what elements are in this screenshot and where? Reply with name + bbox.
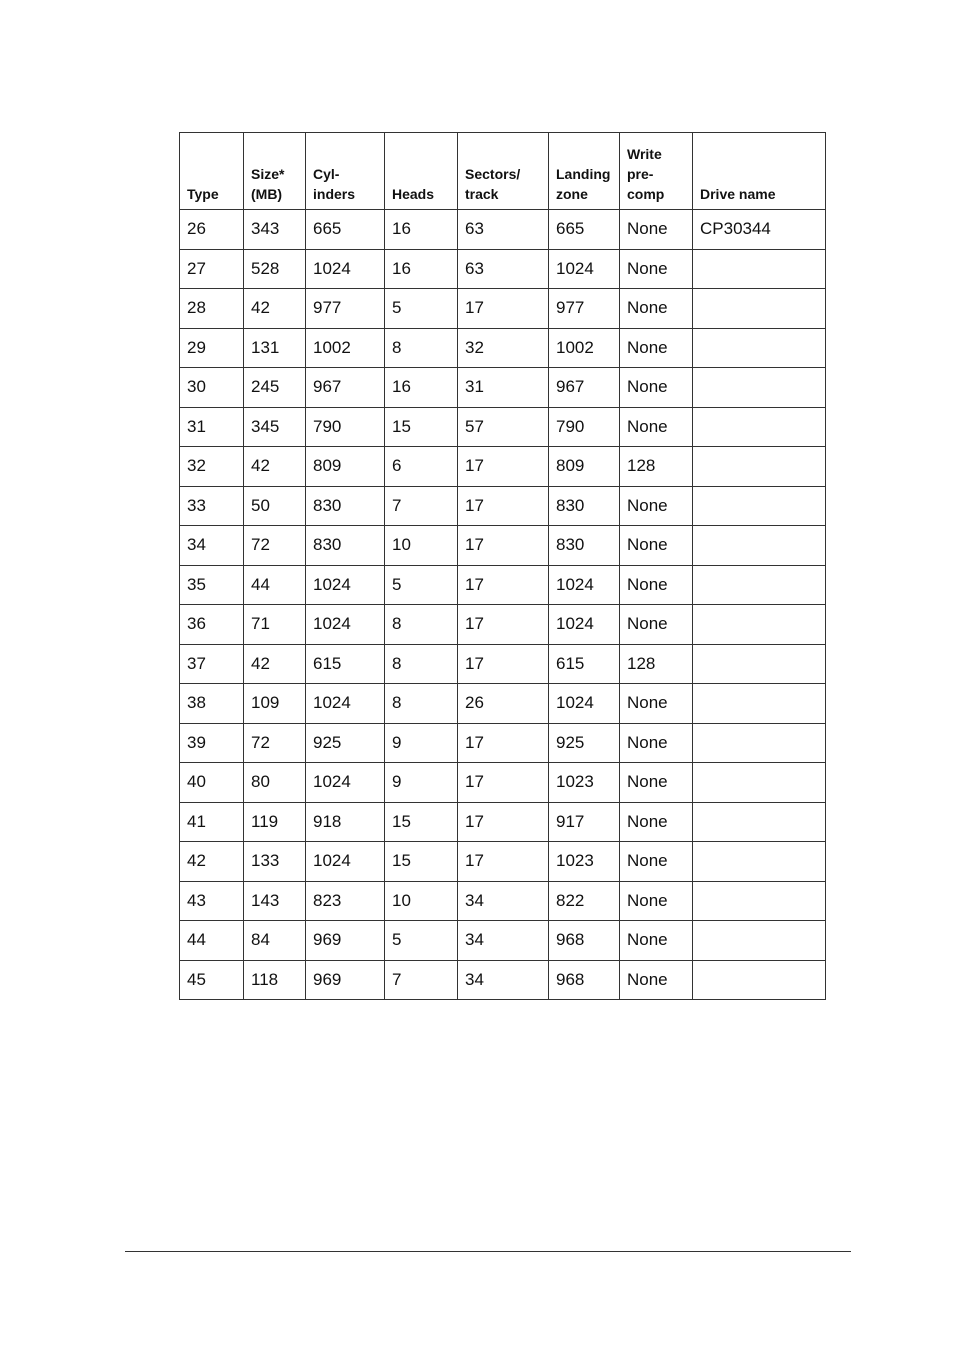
table-cell-write-precomp: None — [620, 960, 693, 1000]
table-cell-cylinders: 830 — [306, 526, 385, 566]
table-cell-landing-zone: 1024 — [549, 605, 620, 645]
table-cell-cylinders: 918 — [306, 802, 385, 842]
column-header-size-mb: Size* (MB) — [244, 133, 306, 210]
table-cell-drive-name — [693, 486, 826, 526]
table-row — [180, 723, 826, 763]
table-cell-heads: 5 — [385, 921, 458, 961]
table-cell-size-mb: 109 — [244, 684, 306, 724]
table-header-row — [180, 133, 826, 210]
drive-type-table — [179, 132, 826, 1000]
table-cell-heads: 8 — [385, 684, 458, 724]
table-cell-type: 30 — [180, 368, 244, 408]
table-cell-drive-name — [693, 802, 826, 842]
table-row — [180, 249, 826, 289]
table-cell-heads: 5 — [385, 565, 458, 605]
table-cell-cylinders: 665 — [306, 210, 385, 250]
table-cell-sectors-per-track: 17 — [458, 526, 549, 566]
table-cell-heads: 8 — [385, 328, 458, 368]
table-row — [180, 486, 826, 526]
table-cell-size-mb: 50 — [244, 486, 306, 526]
table-cell-drive-name — [693, 605, 826, 645]
table-cell-type: 42 — [180, 842, 244, 882]
table-cell-sectors-per-track: 17 — [458, 842, 549, 882]
table-cell-drive-name — [693, 960, 826, 1000]
table-cell-landing-zone: 925 — [549, 723, 620, 763]
table-cell-type: 38 — [180, 684, 244, 724]
table-cell-cylinders: 615 — [306, 644, 385, 684]
table-cell-sectors-per-track: 34 — [458, 881, 549, 921]
table-cell-heads: 9 — [385, 763, 458, 803]
table-cell-size-mb: 528 — [244, 249, 306, 289]
table-cell-heads: 8 — [385, 644, 458, 684]
table-cell-type: 39 — [180, 723, 244, 763]
table-row — [180, 644, 826, 684]
table-cell-size-mb: 345 — [244, 407, 306, 447]
table-cell-cylinders: 967 — [306, 368, 385, 408]
table-cell-sectors-per-track: 17 — [458, 289, 549, 329]
table-cell-type: 26 — [180, 210, 244, 250]
table-cell-size-mb: 133 — [244, 842, 306, 882]
table-cell-cylinders: 823 — [306, 881, 385, 921]
table-cell-cylinders: 1024 — [306, 684, 385, 724]
table-cell-drive-name — [693, 842, 826, 882]
table-cell-type: 44 — [180, 921, 244, 961]
table-row — [180, 565, 826, 605]
table-cell-drive-name — [693, 565, 826, 605]
table-cell-write-precomp: None — [620, 565, 693, 605]
table-cell-heads: 7 — [385, 486, 458, 526]
table-cell-cylinders: 1024 — [306, 842, 385, 882]
table-cell-landing-zone: 1023 — [549, 842, 620, 882]
table-cell-cylinders: 790 — [306, 407, 385, 447]
table-cell-size-mb: 343 — [244, 210, 306, 250]
table-cell-type: 41 — [180, 802, 244, 842]
table-cell-size-mb: 71 — [244, 605, 306, 645]
table-cell-sectors-per-track: 17 — [458, 763, 549, 803]
table-cell-write-precomp: None — [620, 486, 693, 526]
table-cell-sectors-per-track: 63 — [458, 210, 549, 250]
table-cell-landing-zone: 1024 — [549, 684, 620, 724]
table-cell-sectors-per-track: 17 — [458, 644, 549, 684]
column-header-type: Type — [180, 133, 244, 210]
table-cell-heads: 16 — [385, 368, 458, 408]
table-cell-sectors-per-track: 17 — [458, 723, 549, 763]
table-row — [180, 526, 826, 566]
column-header-landing-zone: Landing zone — [549, 133, 620, 210]
table-row — [180, 763, 826, 803]
table-cell-drive-name — [693, 881, 826, 921]
table-cell-write-precomp: None — [620, 526, 693, 566]
table-cell-sectors-per-track: 31 — [458, 368, 549, 408]
table-cell-drive-name — [693, 723, 826, 763]
table-cell-type: 43 — [180, 881, 244, 921]
table-cell-cylinders: 830 — [306, 486, 385, 526]
table-cell-type: 34 — [180, 526, 244, 566]
table-cell-landing-zone: 967 — [549, 368, 620, 408]
table-cell-size-mb: 44 — [244, 565, 306, 605]
table-cell-type: 32 — [180, 447, 244, 487]
table-cell-cylinders: 1024 — [306, 605, 385, 645]
table-cell-sectors-per-track: 17 — [458, 802, 549, 842]
table-cell-write-precomp: None — [620, 328, 693, 368]
table-cell-landing-zone: 790 — [549, 407, 620, 447]
table-cell-cylinders: 969 — [306, 960, 385, 1000]
footer-divider — [125, 1251, 851, 1252]
table-cell-drive-name — [693, 328, 826, 368]
table-cell-size-mb: 131 — [244, 328, 306, 368]
table-cell-landing-zone: 822 — [549, 881, 620, 921]
table-cell-type: 36 — [180, 605, 244, 645]
table-cell-cylinders: 809 — [306, 447, 385, 487]
table-cell-cylinders: 925 — [306, 723, 385, 763]
table-cell-write-precomp: None — [620, 723, 693, 763]
table-cell-type: 40 — [180, 763, 244, 803]
table-cell-write-precomp: None — [620, 249, 693, 289]
table-row — [180, 960, 826, 1000]
table-cell-landing-zone: 665 — [549, 210, 620, 250]
table-cell-heads: 6 — [385, 447, 458, 487]
table-cell-drive-name — [693, 407, 826, 447]
table-cell-landing-zone: 615 — [549, 644, 620, 684]
table-cell-sectors-per-track: 34 — [458, 960, 549, 1000]
table-cell-drive-name — [693, 763, 826, 803]
table-cell-size-mb: 72 — [244, 723, 306, 763]
table-cell-write-precomp: None — [620, 802, 693, 842]
column-header-sectors-per-track: Sectors/ track — [458, 133, 549, 210]
table-cell-drive-name — [693, 921, 826, 961]
table-cell-type: 28 — [180, 289, 244, 329]
table-cell-heads: 8 — [385, 605, 458, 645]
table-cell-sectors-per-track: 17 — [458, 605, 549, 645]
table-cell-write-precomp: None — [620, 407, 693, 447]
table-cell-heads: 10 — [385, 881, 458, 921]
table-cell-write-precomp: None — [620, 763, 693, 803]
table-cell-sectors-per-track: 32 — [458, 328, 549, 368]
column-header-heads: Heads — [385, 133, 458, 210]
table-cell-landing-zone: 1023 — [549, 763, 620, 803]
table-cell-type: 27 — [180, 249, 244, 289]
table-cell-cylinders: 1024 — [306, 763, 385, 803]
table-row — [180, 881, 826, 921]
table-cell-landing-zone: 968 — [549, 921, 620, 961]
table-row — [180, 328, 826, 368]
table-cell-drive-name — [693, 249, 826, 289]
table-cell-landing-zone: 809 — [549, 447, 620, 487]
table-row — [180, 842, 826, 882]
table-row — [180, 407, 826, 447]
table-cell-sectors-per-track: 57 — [458, 407, 549, 447]
table-cell-size-mb: 42 — [244, 289, 306, 329]
table-row — [180, 447, 826, 487]
column-header-cylinders: Cyl- inders — [306, 133, 385, 210]
table-row — [180, 921, 826, 961]
column-header-write-precomp: Write pre- comp — [620, 133, 693, 210]
table-cell-sectors-per-track: 26 — [458, 684, 549, 724]
table-cell-size-mb: 245 — [244, 368, 306, 408]
table-cell-landing-zone: 830 — [549, 526, 620, 566]
table-row — [180, 289, 826, 329]
table-cell-landing-zone: 917 — [549, 802, 620, 842]
table-cell-drive-name — [693, 447, 826, 487]
table-cell-write-precomp: None — [620, 289, 693, 329]
table-cell-heads: 16 — [385, 210, 458, 250]
table-cell-drive-name — [693, 289, 826, 329]
table-cell-size-mb: 119 — [244, 802, 306, 842]
table-cell-write-precomp: None — [620, 842, 693, 882]
table-cell-write-precomp: None — [620, 368, 693, 408]
table-cell-drive-name — [693, 644, 826, 684]
table-cell-size-mb: 42 — [244, 644, 306, 684]
table-row — [180, 684, 826, 724]
table-cell-heads: 9 — [385, 723, 458, 763]
table-cell-size-mb: 84 — [244, 921, 306, 961]
table-cell-heads: 7 — [385, 960, 458, 1000]
table-cell-write-precomp: None — [620, 881, 693, 921]
table-cell-heads: 15 — [385, 407, 458, 447]
table-cell-landing-zone: 977 — [549, 289, 620, 329]
table-cell-size-mb: 118 — [244, 960, 306, 1000]
table-cell-write-precomp: None — [620, 605, 693, 645]
table-cell-size-mb: 80 — [244, 763, 306, 803]
table-cell-write-precomp: 128 — [620, 644, 693, 684]
table-cell-landing-zone: 1002 — [549, 328, 620, 368]
table-cell-size-mb: 42 — [244, 447, 306, 487]
column-header-drive-name: Drive name — [693, 133, 826, 210]
table-cell-landing-zone: 830 — [549, 486, 620, 526]
table-cell-sectors-per-track: 17 — [458, 486, 549, 526]
table-cell-type: 45 — [180, 960, 244, 1000]
table-cell-sectors-per-track: 63 — [458, 249, 549, 289]
table-cell-write-precomp: None — [620, 684, 693, 724]
table-cell-drive-name: CP30344 — [693, 210, 826, 250]
table-cell-sectors-per-track: 34 — [458, 921, 549, 961]
table-cell-size-mb: 143 — [244, 881, 306, 921]
table-row — [180, 368, 826, 408]
table-cell-cylinders: 1024 — [306, 249, 385, 289]
table-cell-type: 37 — [180, 644, 244, 684]
table-cell-drive-name — [693, 368, 826, 408]
table-cell-heads: 15 — [385, 802, 458, 842]
table-cell-cylinders: 977 — [306, 289, 385, 329]
table-cell-sectors-per-track: 17 — [458, 447, 549, 487]
table-cell-cylinders: 1024 — [306, 565, 385, 605]
table-cell-heads: 16 — [385, 249, 458, 289]
table-cell-type: 29 — [180, 328, 244, 368]
table-cell-landing-zone: 1024 — [549, 565, 620, 605]
table-row — [180, 802, 826, 842]
table-cell-drive-name — [693, 526, 826, 566]
table-cell-heads: 15 — [385, 842, 458, 882]
table-cell-write-precomp: None — [620, 921, 693, 961]
table-cell-landing-zone: 968 — [549, 960, 620, 1000]
table-row — [180, 605, 826, 645]
table-cell-write-precomp: 128 — [620, 447, 693, 487]
table-cell-cylinders: 969 — [306, 921, 385, 961]
table-cell-type: 31 — [180, 407, 244, 447]
table-cell-heads: 5 — [385, 289, 458, 329]
table-cell-sectors-per-track: 17 — [458, 565, 549, 605]
table-cell-type: 35 — [180, 565, 244, 605]
table-row — [180, 210, 826, 250]
table-cell-size-mb: 72 — [244, 526, 306, 566]
table-cell-heads: 10 — [385, 526, 458, 566]
table-cell-cylinders: 1002 — [306, 328, 385, 368]
table-cell-landing-zone: 1024 — [549, 249, 620, 289]
table-cell-drive-name — [693, 684, 826, 724]
table-cell-type: 33 — [180, 486, 244, 526]
table-cell-write-precomp: None — [620, 210, 693, 250]
